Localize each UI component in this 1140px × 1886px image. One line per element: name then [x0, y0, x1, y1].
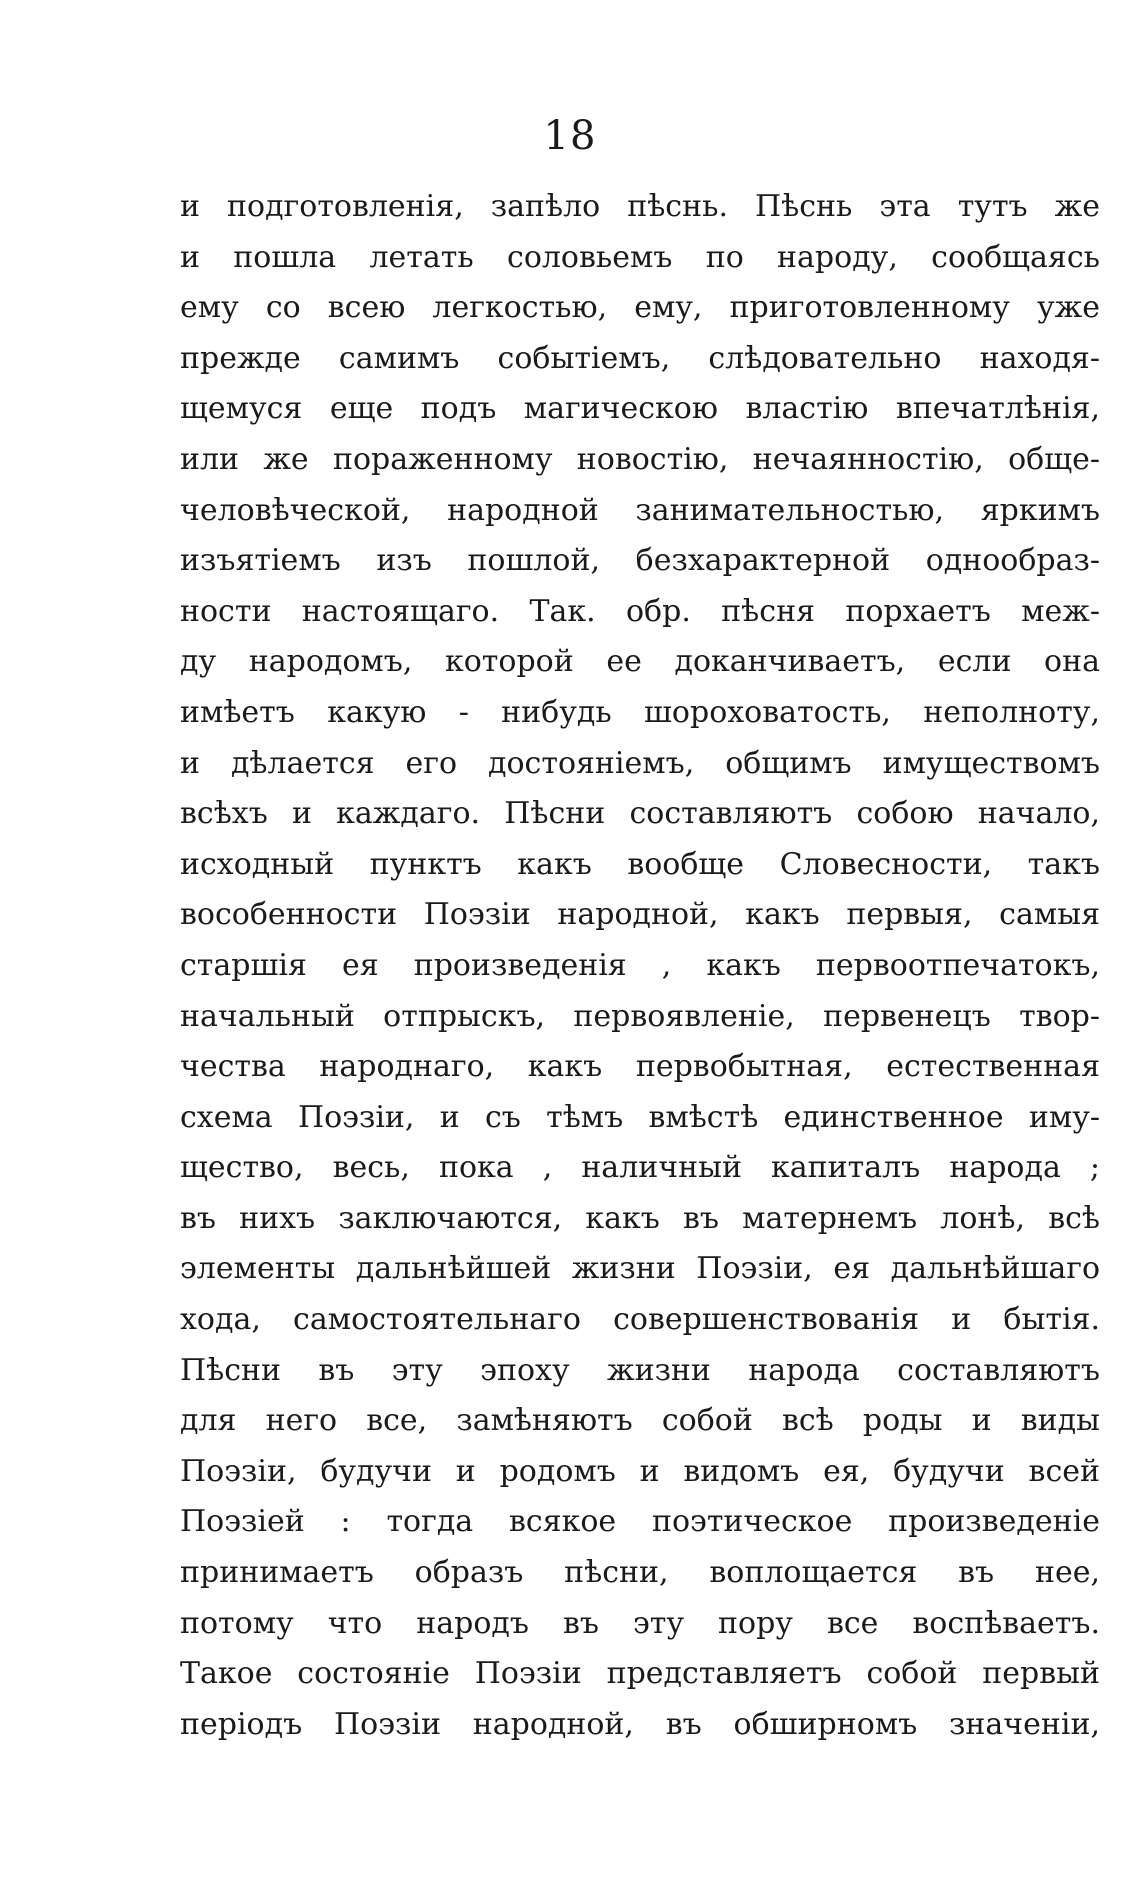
text-line: человѣческой, народной занимательностью, яркимъ — [180, 492, 1100, 528]
text-line: хода, самостоятельнаго совершенствованія и бытія. — [180, 1302, 1100, 1338]
text-line: Поэзіей : тогда всякое поэтическое произведеніе — [180, 1504, 1100, 1540]
text-line: вособенности Поэзіи народной, какъ первыя, самыя — [180, 897, 1100, 933]
text-line: и подготовленія, запѣло пѣснь. Пѣснь эта тутъ же — [180, 189, 1100, 224]
body-text — [180, 182, 1100, 1750]
text-line: для него все, замѣняютъ собой всѣ роды и виды — [180, 1403, 1100, 1439]
text-line: и дѣлается его достояніемъ, общимъ имуществомъ — [180, 745, 1100, 781]
text-line: или же пораженному новостію, нечаянностію, обще- — [180, 441, 1100, 477]
text-line: щемуся еще подъ магическою властію впечатлѣнія, — [180, 391, 1100, 427]
text-line: имѣетъ какую - нибудь шороховатость, неполноту, — [180, 694, 1100, 730]
text-line: Пѣсни въ эту эпоху жизни народа составляютъ — [180, 1352, 1100, 1388]
text-line: старшія ея произведенія , какъ первоотпечатокъ, — [180, 947, 1100, 983]
text-line: элементы дальнѣйшей жизни Поэзіи, ея дальнѣйшаго — [180, 1251, 1100, 1287]
text-line: ду народомъ, которой ее доканчиваетъ, если она — [180, 644, 1100, 680]
text-line: и пошла летать соловьемъ по народу, сообщаясь — [180, 239, 1100, 275]
text-line: схема Поэзіи, и съ тѣмъ вмѣстѣ единственное иму- — [180, 1099, 1100, 1135]
text-line: потому что народъ въ эту пору все воспѣваетъ. — [180, 1605, 1100, 1641]
text-line: всѣхъ и каждаго. Пѣсни составляютъ собою начало, — [180, 796, 1100, 832]
text-line: начальный отпрыскъ, первоявленіе, первенецъ твор- — [180, 998, 1100, 1034]
text-line: исходный пунктъ какъ вообще Словесности, такъ — [180, 846, 1100, 882]
text-line: ему со всею легкостью, ему, приготовленному уже — [180, 290, 1100, 326]
text-line: въ нихъ заключаются, какъ въ матернемъ лонѣ, всѣ — [180, 1200, 1100, 1236]
text-line: Такое состояніе Поэзіи представляетъ собой первый — [180, 1656, 1100, 1692]
text-line: періодъ Поэзіи народной, въ обширномъ значеніи, — [180, 1706, 1100, 1742]
text-line: ности настоящаго. Так. обр. пѣсня порхаетъ меж- — [180, 593, 1100, 629]
text-line: щество, весь, пока , наличный капиталъ народа ; — [180, 1150, 1100, 1186]
text-line: прежде самимъ событіемъ, слѣдовательно находя- — [180, 340, 1100, 376]
text-line: Поэзіи, будучи и родомъ и видомъ ея, будучи всей — [180, 1453, 1100, 1489]
text-line: принимаетъ образъ пѣсни, воплощается въ нее, — [180, 1555, 1100, 1591]
text-line: чества народнаго, какъ первобытная, естественная — [180, 1049, 1100, 1085]
text-line: изъятіемъ изъ пошлой, безхарактерной однообраз- — [180, 543, 1100, 579]
page-number: 18 — [543, 113, 597, 159]
